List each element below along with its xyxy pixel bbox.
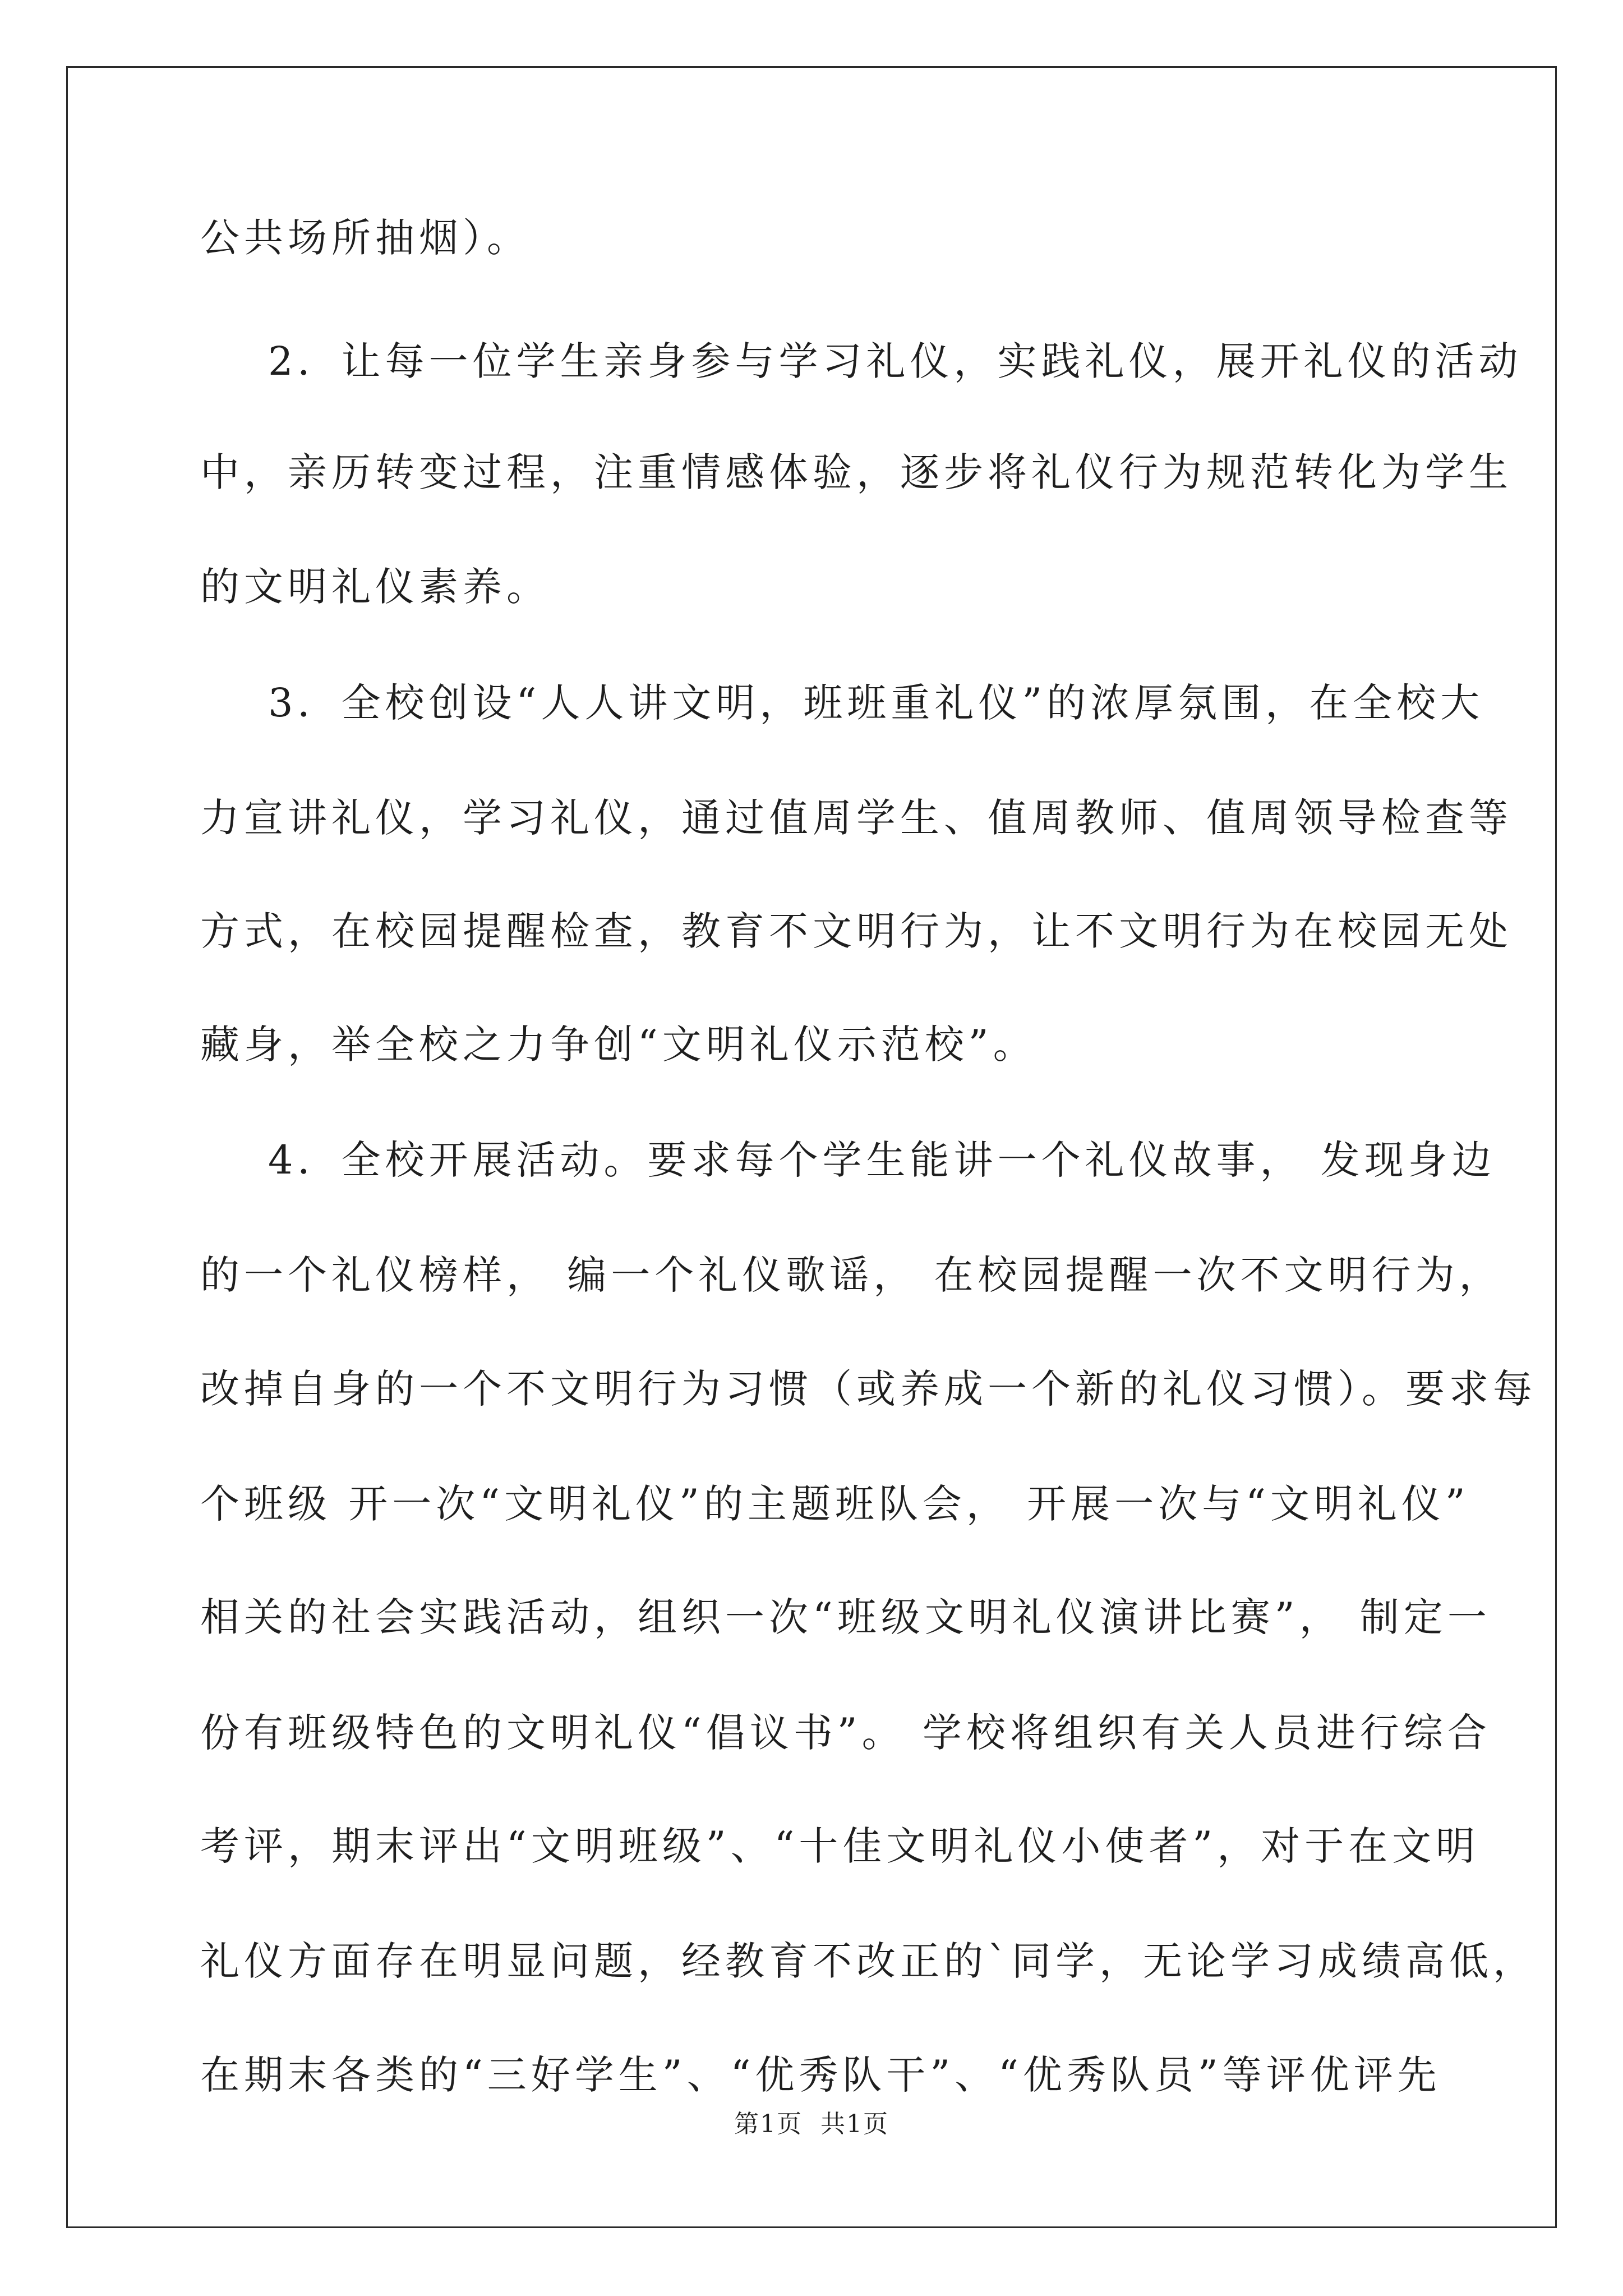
text-line: 3．全校创设“人人讲文明，班班重礼仪”的浓厚氛围，在全校大 xyxy=(200,680,1484,726)
text-line: 改掉自身的一个不文明行为习惯（或养成一个新的礼仪习惯）。要求每 xyxy=(200,1366,1537,1412)
text-line: 的一个礼仪榜样， 编一个礼仪歌谣， 在校园提醒一次不文明行为， xyxy=(200,1252,1503,1298)
text-line: 礼仪方面存在明显问题，经教育不改正的`同学，无论学习成绩高低， xyxy=(200,1938,1537,1984)
text-line: 的文明礼仪素养。 xyxy=(200,564,550,610)
text-line: 个班级 开一次“文明礼仪”的主题班队会， 开展一次与“文明礼仪” xyxy=(200,1481,1470,1527)
text-line: 在期末各类的“三好学生”、“优秀队干”、“优秀队员”等评优评先 xyxy=(200,2052,1441,2098)
text-line: 力宣讲礼仪，学习礼仪，通过值周学生、值周教师、值周领导检查等 xyxy=(200,795,1513,841)
text-line: 方式，在校园提醒检查，教育不文明行为，让不文明行为在校园无处 xyxy=(200,908,1513,954)
text-line: 相关的社会实践活动，组织一次“班级文明礼仪演讲比赛”， 制定一 xyxy=(200,1594,1491,1640)
text-line: 中，亲历转变过程，注重情感体验，逐步将礼仪行为规范转化为学生 xyxy=(200,449,1513,495)
text-line: 公共场所抽烟）。 xyxy=(200,215,531,261)
text-line: 考评，期末评出“文明班级”、“十佳文明礼仪小使者”，对于在文明 xyxy=(200,1823,1480,1869)
text-line: 2．让每一位学生亲身参与学习礼仪，实践礼仪，展开礼仪的活动 xyxy=(200,338,1523,384)
text-line: 藏身，举全校之力争创“文明礼仪示范校”。 xyxy=(200,1022,1037,1068)
page-number-footer: 第1页 共1页 xyxy=(734,2110,889,2138)
text-line: 份有班级特色的文明礼仪“倡议书”。 学校将组织有关人员进行综合 xyxy=(200,1710,1491,1756)
text-line: 4．全校开展活动。要求每个学生能讲一个礼仪故事， 发现身边 xyxy=(200,1137,1496,1183)
